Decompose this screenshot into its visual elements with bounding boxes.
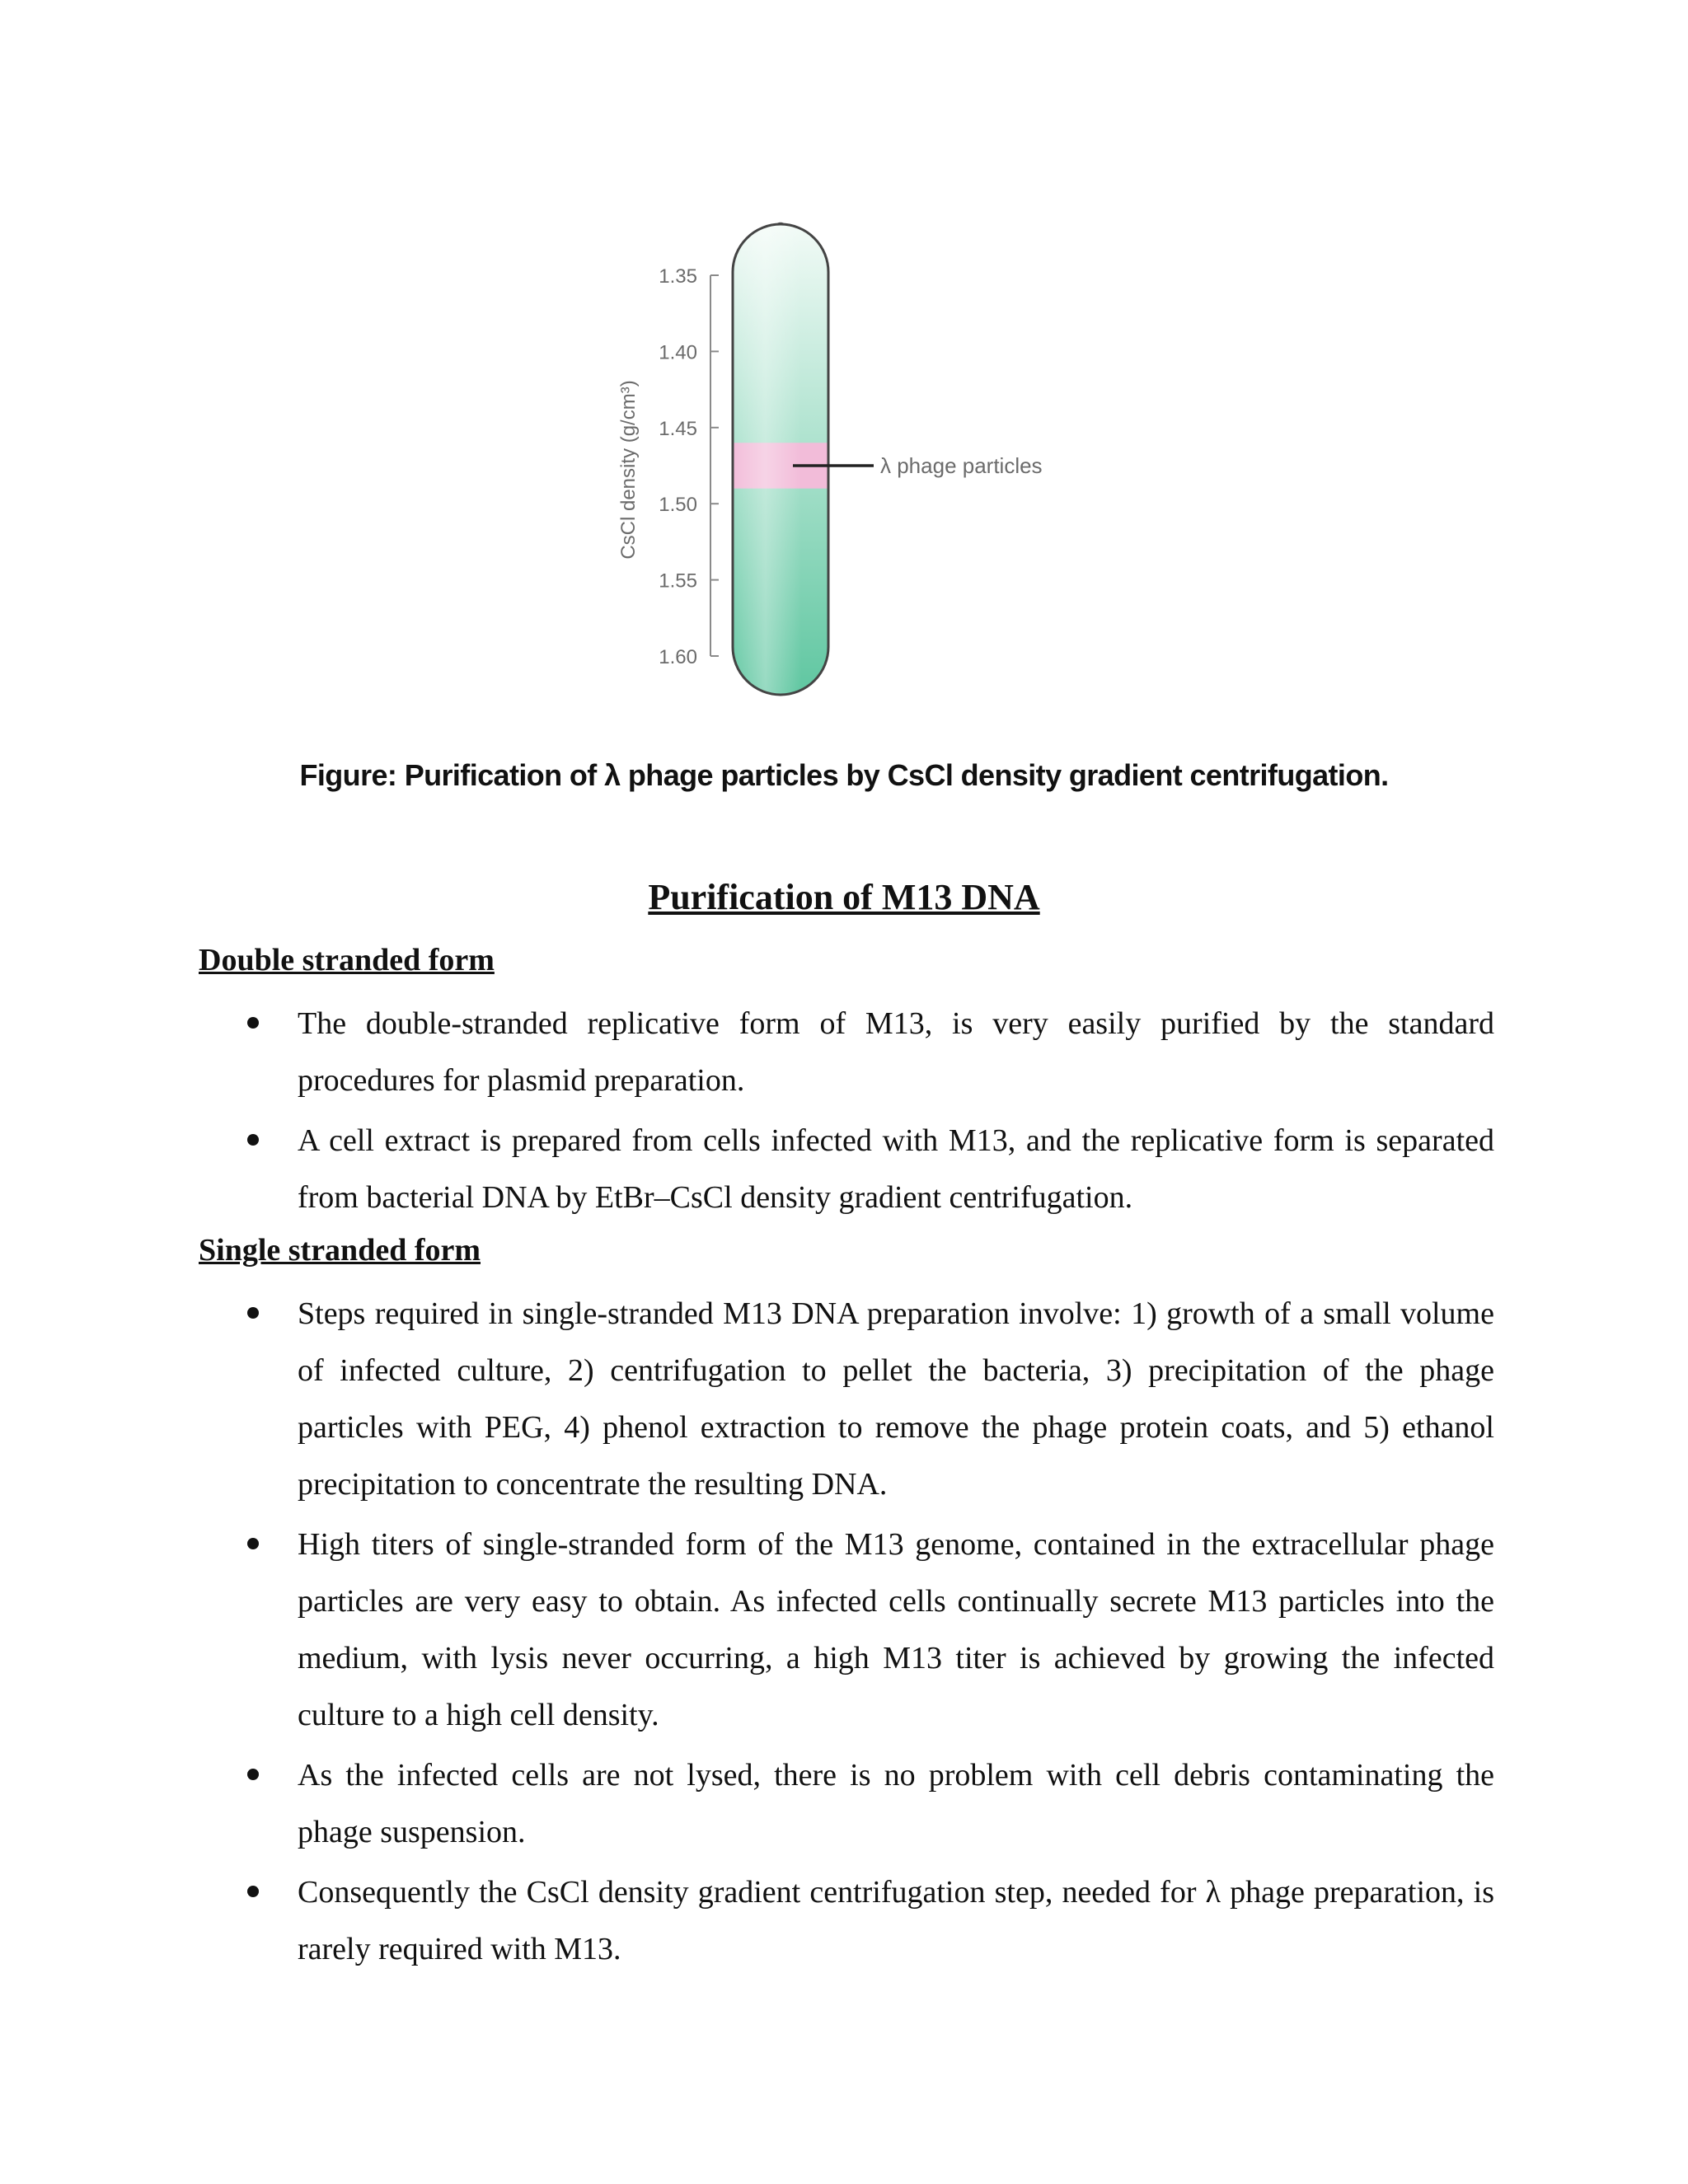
section-heading-double-stranded: Double stranded form — [199, 943, 495, 977]
axis-tick-label: 1.45 — [659, 417, 697, 440]
centrifuge-tube-diagram — [0, 0, 1688, 742]
bullet-icon — [247, 1017, 259, 1029]
list-item: A cell extract is prepared from cells infected with M13, and the replicative form is separated from bacterial DNA by EtBr–CsCl density gradient centrifugation. — [199, 1113, 1494, 1226]
axis-tick-label: 1.40 — [659, 341, 697, 364]
double-stranded-list — [199, 996, 1494, 1230]
single-stranded-list — [199, 1286, 1494, 1981]
axis-tick-label: 1.50 — [659, 494, 697, 517]
list-item: Consequently the CsCl density gradient centrifugation step, needed for λ phage preparation, is rarely required with M13. — [199, 1864, 1494, 1978]
density-axis — [659, 265, 719, 668]
axis-tick-label: 1.35 — [659, 265, 697, 288]
axis-label: CsCl density (g/cm³) — [617, 380, 640, 560]
list-item: As the infected cells are not lysed, there is no problem with cell debris contaminating the phage suspension. — [199, 1747, 1494, 1861]
page-title: Purification of M13 DNA — [648, 877, 1040, 917]
bullet-icon — [247, 1307, 259, 1319]
bullet-icon — [247, 1886, 259, 1897]
bullet-icon — [247, 1538, 259, 1549]
figure-caption: Figure: Purification of λ phage particles by CsCl density gradient centrifugation. — [299, 758, 1389, 792]
band-label: λ phage particles — [880, 453, 1043, 478]
list-item: Steps required in single-stranded M13 DNA preparation involve: 1) growth of a small volume of infected culture, 2) centrifugation to pellet the bacteria, 3) precipitation of the phage particles with PEG, 4) phenol extraction to remove the phage protein coats, and 5) ethanol precipitation to concentrate the resulting DNA. — [199, 1286, 1494, 1513]
bullet-icon — [247, 1769, 259, 1780]
bullet-icon — [247, 1134, 259, 1146]
section-heading-single-stranded: Single stranded form — [199, 1233, 481, 1268]
density-gradient-figure — [0, 0, 1688, 742]
list-item: High titers of single-stranded form of the M13 genome, contained in the extracellular phage particles are very easy to obtain. As infected cells continually secrete M13 particles into the medium, with lysis never occurring, a high M13 titer is achieved by growing the infected culture to a high cell density. — [199, 1516, 1494, 1744]
axis-tick-label: 1.55 — [659, 569, 697, 593]
axis-tick-label: 1.60 — [659, 646, 697, 668]
list-item: The double-stranded replicative form of M13, is very easily purified by the standard procedures for plasmid preparation. — [199, 996, 1494, 1109]
